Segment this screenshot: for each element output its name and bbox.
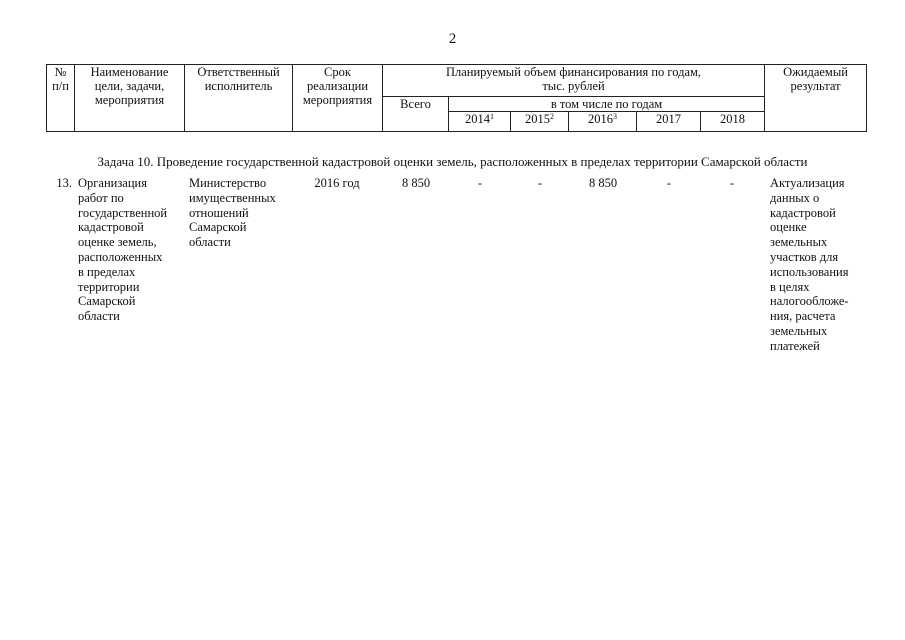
- row-2014: -: [477, 176, 483, 190]
- row-2015: -: [537, 176, 543, 190]
- page-number: 2: [448, 31, 457, 47]
- year-2015-footnote: 2: [550, 112, 554, 121]
- row-number: 13.: [56, 176, 72, 190]
- table-row: [0, 176, 905, 376]
- header-result: Ожидаемый результат: [765, 65, 867, 132]
- header-num: № п/п: [47, 65, 75, 132]
- header-term: Срок реализации мероприятия: [293, 65, 383, 132]
- row-responsible: Министерство имущественных отношений Самарской области: [189, 176, 276, 250]
- row-2018: -: [729, 176, 735, 190]
- header-year-2016: [569, 112, 637, 132]
- year-2016-label: 2016: [588, 112, 613, 126]
- row-term: 2016 год: [314, 176, 360, 190]
- row-name: Организация работ по государственной кадастровой оценке земель, расположенных в пределах территории Самарской области: [78, 176, 168, 324]
- header-year-2017: 2017: [637, 112, 701, 132]
- row-2017: -: [666, 176, 672, 190]
- year-2016-footnote: 3: [613, 112, 617, 121]
- header-year-2018: 2018: [701, 112, 765, 132]
- row-2016: 8 850: [588, 176, 618, 190]
- header-name: Наименование цели, задачи, мероприятия: [75, 65, 185, 132]
- header-responsible: Ответственный исполнитель: [185, 65, 293, 132]
- year-2014-footnote: 1: [490, 112, 494, 121]
- header-total: Всего: [383, 97, 449, 132]
- header-funding: Планируемый объем финансирования по годам, тыс. рублей: [383, 65, 765, 97]
- header-by-years: в том числе по годам: [449, 97, 765, 112]
- program-header-table: [46, 64, 867, 132]
- task-title: Задача 10. Проведение государственной кадастровой оценки земель, расположенных в пределах территории Самарской области: [97, 154, 808, 169]
- header-year-2015: [511, 112, 569, 132]
- row-result: Актуализация данных о кадастровой оценке земельных участков для использования в целях налогообложе- ния, расчета земельных платежей: [770, 176, 849, 353]
- year-2015-label: 2015: [525, 112, 550, 126]
- year-2014-label: 2014: [465, 112, 490, 126]
- row-total: 8 850: [401, 176, 431, 190]
- header-year-2014: [449, 112, 511, 132]
